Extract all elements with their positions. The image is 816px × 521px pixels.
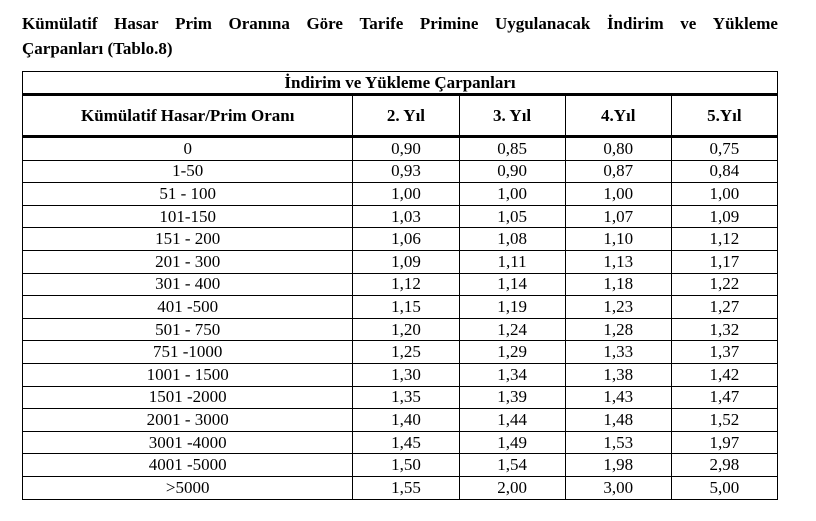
cell-year-3: 1,44 <box>459 409 565 432</box>
column-header-ratio: Kümülatif Hasar/Prim Oranı <box>23 95 353 137</box>
cell-year-4: 3,00 <box>565 476 671 499</box>
cell-year-2: 1,09 <box>353 250 459 273</box>
table-row <box>23 386 778 409</box>
cell-year-4: 1,07 <box>565 205 671 228</box>
column-header-year-5: 5.Yıl <box>671 95 777 137</box>
cell-year-4: 1,53 <box>565 431 671 454</box>
cell-year-4: 1,13 <box>565 250 671 273</box>
cell-year-3: 1,49 <box>459 431 565 454</box>
cell-year-2: 1,40 <box>353 409 459 432</box>
cell-year-4: 1,43 <box>565 386 671 409</box>
cell-ratio-range: 151 - 200 <box>23 228 353 251</box>
column-header-year-3: 3. Yıl <box>459 95 565 137</box>
cell-year-3: 1,00 <box>459 183 565 206</box>
cell-year-2: 1,35 <box>353 386 459 409</box>
table-row <box>23 228 778 251</box>
cell-ratio-range: 1-50 <box>23 160 353 183</box>
column-header-year-4: 4.Yıl <box>565 95 671 137</box>
cell-ratio-range: 201 - 300 <box>23 250 353 273</box>
table-row <box>23 363 778 386</box>
cell-year-5: 2,98 <box>671 454 777 477</box>
cell-year-4: 1,33 <box>565 341 671 364</box>
table-row <box>23 273 778 296</box>
table-row <box>23 409 778 432</box>
cell-year-2: 1,30 <box>353 363 459 386</box>
multiplier-table <box>22 71 778 500</box>
column-header-year-2: 2. Yıl <box>353 95 459 137</box>
heading-word: ve <box>680 14 697 33</box>
cell-ratio-range: 751 -1000 <box>23 341 353 364</box>
table-row <box>23 160 778 183</box>
cell-year-5: 5,00 <box>671 476 777 499</box>
heading-line-1 <box>22 11 778 36</box>
cell-ratio-range: 101-150 <box>23 205 353 228</box>
cell-year-3: 0,85 <box>459 137 565 161</box>
document-heading <box>22 11 778 61</box>
cell-year-5: 1,37 <box>671 341 777 364</box>
heading-word: İndirim <box>606 14 664 33</box>
cell-year-2: 0,93 <box>353 160 459 183</box>
cell-year-4: 1,48 <box>565 409 671 432</box>
cell-ratio-range: 301 - 400 <box>23 273 353 296</box>
cell-year-5: 1,97 <box>671 431 777 454</box>
cell-ratio-range: 4001 -5000 <box>23 454 353 477</box>
cell-year-4: 1,18 <box>565 273 671 296</box>
cell-year-2: 1,03 <box>353 205 459 228</box>
heading-word: Primine <box>419 14 479 33</box>
cell-year-3: 1,54 <box>459 454 565 477</box>
cell-ratio-range: 3001 -4000 <box>23 431 353 454</box>
cell-year-3: 0,90 <box>459 160 565 183</box>
heading-word: Yükleme <box>712 14 778 33</box>
cell-year-2: 1,06 <box>353 228 459 251</box>
cell-year-2: 1,25 <box>353 341 459 364</box>
cell-year-3: 1,24 <box>459 318 565 341</box>
cell-ratio-range: 401 -500 <box>23 296 353 319</box>
cell-year-2: 1,45 <box>353 431 459 454</box>
cell-year-4: 0,80 <box>565 137 671 161</box>
heading-word: Prim <box>175 14 212 33</box>
cell-year-3: 1,19 <box>459 296 565 319</box>
table-row <box>23 205 778 228</box>
cell-year-4: 1,28 <box>565 318 671 341</box>
table-caption: İndirim ve Yükleme Çarpanları <box>23 72 778 95</box>
heading-word: Hasar <box>114 14 159 33</box>
heading-word: Uygulanacak <box>494 14 591 33</box>
cell-ratio-range: 0 <box>23 137 353 161</box>
cell-year-5: 1,47 <box>671 386 777 409</box>
cell-year-4: 1,98 <box>565 454 671 477</box>
cell-year-5: 1,09 <box>671 205 777 228</box>
cell-ratio-range: 1501 -2000 <box>23 386 353 409</box>
cell-year-3: 1,05 <box>459 205 565 228</box>
cell-year-5: 1,00 <box>671 183 777 206</box>
table-row <box>23 183 778 206</box>
table-row <box>23 476 778 499</box>
table-row <box>23 137 778 161</box>
heading-word: Göre <box>306 14 343 33</box>
cell-year-4: 0,87 <box>565 160 671 183</box>
cell-ratio-range: 1001 - 1500 <box>23 363 353 386</box>
cell-year-2: 1,20 <box>353 318 459 341</box>
cell-year-4: 1,00 <box>565 183 671 206</box>
cell-year-2: 1,12 <box>353 273 459 296</box>
cell-year-5: 0,84 <box>671 160 777 183</box>
cell-ratio-range: 2001 - 3000 <box>23 409 353 432</box>
heading-word: Oranına <box>228 14 290 33</box>
table-body <box>23 137 778 500</box>
table-row <box>23 431 778 454</box>
cell-year-3: 1,29 <box>459 341 565 364</box>
cell-year-2: 1,50 <box>353 454 459 477</box>
cell-year-3: 1,08 <box>459 228 565 251</box>
cell-year-5: 1,32 <box>671 318 777 341</box>
cell-year-3: 2,00 <box>459 476 565 499</box>
table-caption-row <box>23 72 778 95</box>
heading-word: Kümülatif <box>22 14 98 33</box>
cell-year-5: 0,75 <box>671 137 777 161</box>
cell-ratio-range: 51 - 100 <box>23 183 353 206</box>
cell-ratio-range: >5000 <box>23 476 353 499</box>
heading-word: Tarife <box>359 14 404 33</box>
cell-year-4: 1,10 <box>565 228 671 251</box>
cell-ratio-range: 501 - 750 <box>23 318 353 341</box>
cell-year-2: 1,55 <box>353 476 459 499</box>
table-header-row <box>23 95 778 137</box>
cell-year-5: 1,12 <box>671 228 777 251</box>
cell-year-5: 1,27 <box>671 296 777 319</box>
cell-year-5: 1,52 <box>671 409 777 432</box>
table-row <box>23 454 778 477</box>
cell-year-5: 1,22 <box>671 273 777 296</box>
cell-year-3: 1,39 <box>459 386 565 409</box>
cell-year-5: 1,42 <box>671 363 777 386</box>
table-row <box>23 318 778 341</box>
heading-line-2: Çarpanları (Tablo.8) <box>22 39 173 58</box>
cell-year-3: 1,14 <box>459 273 565 296</box>
cell-year-2: 1,15 <box>353 296 459 319</box>
table-row <box>23 250 778 273</box>
cell-year-2: 1,00 <box>353 183 459 206</box>
cell-year-3: 1,11 <box>459 250 565 273</box>
table-row <box>23 296 778 319</box>
cell-year-2: 0,90 <box>353 137 459 161</box>
cell-year-4: 1,23 <box>565 296 671 319</box>
table-row <box>23 341 778 364</box>
cell-year-5: 1,17 <box>671 250 777 273</box>
cell-year-4: 1,38 <box>565 363 671 386</box>
cell-year-3: 1,34 <box>459 363 565 386</box>
